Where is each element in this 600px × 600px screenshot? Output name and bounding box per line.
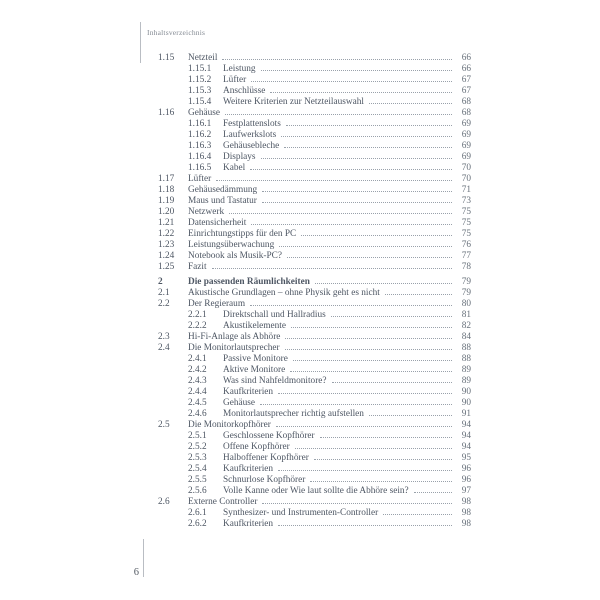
toc-section xyxy=(158,53,471,273)
entry-title: Schnurlose Kopfhörer xyxy=(223,475,306,485)
entry-number: 2.6.1 xyxy=(188,508,207,518)
dotted-leader xyxy=(262,503,452,504)
toc-entry xyxy=(158,240,471,251)
entry-number: 2.2 xyxy=(158,299,170,309)
entry-page-number: 69 xyxy=(461,152,471,162)
toc-section xyxy=(158,277,471,530)
dotted-leader xyxy=(315,283,452,284)
dotted-leader xyxy=(261,158,452,159)
entry-title: Lüfter xyxy=(223,75,247,85)
entry-page-number: 66 xyxy=(461,64,471,74)
entry-title: Maus und Tastatur xyxy=(188,196,257,206)
entry-page-number: 73 xyxy=(461,196,471,206)
dotted-leader xyxy=(290,371,452,372)
entry-page-number: 78 xyxy=(461,262,471,272)
entry-title: Die passenden Räumlichkeiten xyxy=(188,277,310,287)
entry-title: Aktive Monitore xyxy=(223,365,286,375)
entry-number: 1.23 xyxy=(158,240,175,250)
toc-entry xyxy=(158,332,471,343)
entry-page-number: 95 xyxy=(461,453,471,463)
toc-entry xyxy=(158,86,471,97)
entry-title: Gehäusebleche xyxy=(223,141,280,151)
page-header-label: Inhaltsverzeichnis xyxy=(147,28,206,37)
entry-page-number: 94 xyxy=(461,431,471,441)
dotted-leader xyxy=(279,246,452,247)
entry-page-number: 75 xyxy=(461,218,471,228)
toc-entry xyxy=(158,365,471,376)
toc-entry xyxy=(158,442,471,453)
entry-page-number: 88 xyxy=(461,343,471,353)
dotted-leader xyxy=(278,470,452,471)
toc-entry xyxy=(158,174,471,185)
entry-number: 1.16.2 xyxy=(188,130,212,140)
entry-number: 1.16 xyxy=(158,108,175,118)
entry-title: Weitere Kriterien zur Netzteilauswahl xyxy=(223,97,364,107)
entry-title: Festplattenslots xyxy=(223,119,281,129)
dotted-leader xyxy=(278,393,452,394)
toc-entry xyxy=(158,130,471,141)
toc-entry xyxy=(158,409,471,420)
entry-number: 2.4.5 xyxy=(188,398,207,408)
dotted-leader xyxy=(225,114,452,115)
footer-divider xyxy=(143,539,144,577)
entry-number: 2.4 xyxy=(158,343,170,353)
entry-number: 1.16.5 xyxy=(188,163,212,173)
dotted-leader xyxy=(287,257,452,258)
entry-page-number: 90 xyxy=(461,398,471,408)
entry-number: 1.25 xyxy=(158,262,175,272)
entry-page-number: 67 xyxy=(461,75,471,85)
entry-title: Kaufkriterien xyxy=(223,519,274,529)
table-of-contents xyxy=(158,53,471,530)
dotted-leader xyxy=(261,70,452,71)
entry-title: Fazit xyxy=(188,262,207,272)
entry-title: Kaufkriterien xyxy=(223,387,274,397)
entry-page-number: 69 xyxy=(461,130,471,140)
toc-entry xyxy=(158,508,471,519)
entry-number: 1.16.3 xyxy=(188,141,212,151)
entry-number: 1.15.3 xyxy=(188,86,212,96)
entry-title: Akustische Grundlagen – ohne Physik geht es nicht xyxy=(188,288,380,298)
entry-title: Direktschall und Hallradius xyxy=(223,310,326,320)
entry-title: Gehäuse xyxy=(188,108,221,118)
toc-entry xyxy=(158,97,471,108)
toc-entry xyxy=(158,262,471,273)
entry-title: Gehäusedämmung xyxy=(188,185,258,195)
entry-number: 2.4.6 xyxy=(188,409,207,419)
entry-title: Geschlossene Kopfhörer xyxy=(223,431,315,441)
entry-number: 1.15 xyxy=(158,53,175,63)
entry-page-number: 96 xyxy=(461,464,471,474)
entry-page-number: 75 xyxy=(461,229,471,239)
toc-entry xyxy=(158,251,471,262)
entry-title: Kaufkriterien xyxy=(223,464,274,474)
toc-entry xyxy=(158,207,471,218)
toc-entry xyxy=(158,163,471,174)
toc-entry xyxy=(158,108,471,119)
dotted-leader xyxy=(212,268,452,269)
entry-page-number: 67 xyxy=(461,86,471,96)
dotted-leader xyxy=(270,92,452,93)
dotted-leader xyxy=(310,481,452,482)
entry-page-number: 91 xyxy=(461,409,471,419)
entry-title: Gehäuse xyxy=(223,398,256,408)
entry-number: 2.5.5 xyxy=(188,475,207,485)
toc-entry xyxy=(158,196,471,207)
entry-number: 2.5.4 xyxy=(188,464,207,474)
toc-entry xyxy=(158,229,471,240)
entry-title: Volle Kanne oder Wie laut sollte die Abhöre sein? xyxy=(223,486,409,496)
entry-number: 2.5.2 xyxy=(188,442,207,452)
dotted-leader xyxy=(414,492,452,493)
entry-number: 2.2.1 xyxy=(188,310,207,320)
dotted-leader xyxy=(293,360,452,361)
entry-number: 2.3 xyxy=(158,332,170,342)
entry-title: Datensicherheit xyxy=(188,218,247,228)
toc-entry xyxy=(158,519,471,530)
entry-page-number: 90 xyxy=(461,387,471,397)
entry-number: 2.4.2 xyxy=(188,365,207,375)
toc-entry xyxy=(158,431,471,442)
entry-title: Die Monitorlautsprecher xyxy=(188,343,280,353)
dotted-leader xyxy=(285,349,452,350)
entry-title: Die Monitorkopfhörer xyxy=(188,420,271,430)
dotted-leader xyxy=(222,59,452,60)
entry-title: Hi-Fi-Anlage als Abhöre xyxy=(188,332,281,342)
dotted-leader xyxy=(385,294,452,295)
toc-entry xyxy=(158,299,471,310)
entry-page-number: 81 xyxy=(461,310,471,320)
entry-title: Akustikelemente xyxy=(223,321,286,331)
entry-page-number: 70 xyxy=(461,163,471,173)
page-number: 6 xyxy=(133,567,139,578)
entry-number: 2 xyxy=(158,277,163,287)
entry-title: Notebook als Musik-PC? xyxy=(188,251,282,261)
toc-entry xyxy=(158,119,471,130)
toc-entry xyxy=(158,277,471,288)
dotted-leader xyxy=(301,235,452,236)
toc-entry xyxy=(158,387,471,398)
entry-page-number: 96 xyxy=(461,475,471,485)
entry-title: Leistung xyxy=(223,64,256,74)
entry-page-number: 68 xyxy=(461,108,471,118)
toc-entry xyxy=(158,420,471,431)
entry-title: Offene Kopfhörer xyxy=(223,442,290,452)
entry-title: Netzteil xyxy=(188,53,218,63)
toc-entry xyxy=(158,218,471,229)
entry-title: Leistungsüberwachung xyxy=(188,240,275,250)
entry-title: Netzwerk xyxy=(188,207,225,217)
dotted-leader xyxy=(331,316,452,317)
entry-page-number: 69 xyxy=(461,141,471,151)
entry-page-number: 98 xyxy=(461,508,471,518)
entry-number: 2.6.2 xyxy=(188,519,207,529)
entry-title: Passive Monitore xyxy=(223,354,288,364)
entry-number: 1.18 xyxy=(158,185,175,195)
entry-page-number: 82 xyxy=(461,321,471,331)
entry-number: 2.1 xyxy=(158,288,170,298)
entry-title: Halboffener Kopfhörer xyxy=(223,453,309,463)
toc-entry xyxy=(158,354,471,365)
toc-entry xyxy=(158,53,471,64)
entry-title: Einrichtungstipps für den PC xyxy=(188,229,297,239)
header-divider xyxy=(140,22,141,63)
toc-entry xyxy=(158,288,471,299)
entry-page-number: 88 xyxy=(461,354,471,364)
toc-entry xyxy=(158,64,471,75)
entry-title: Synthesizer- und Instrumenten-Controller xyxy=(223,508,379,518)
entry-number: 1.17 xyxy=(158,174,175,184)
entry-page-number: 77 xyxy=(461,251,471,261)
toc-entry xyxy=(158,75,471,86)
dotted-leader xyxy=(229,213,452,214)
dotted-leader xyxy=(216,180,452,181)
entry-page-number: 69 xyxy=(461,119,471,129)
entry-page-number: 79 xyxy=(461,288,471,298)
entry-page-number: 89 xyxy=(461,365,471,375)
entry-number: 1.22 xyxy=(158,229,175,239)
dotted-leader xyxy=(285,338,452,339)
entry-number: 2.4.3 xyxy=(188,376,207,386)
entry-page-number: 71 xyxy=(461,185,471,195)
toc-entry xyxy=(158,464,471,475)
toc-entry xyxy=(158,321,471,332)
dotted-leader xyxy=(291,327,452,328)
entry-number: 1.15.4 xyxy=(188,97,212,107)
toc-entry xyxy=(158,343,471,354)
entry-number: 2.2.2 xyxy=(188,321,207,331)
entry-number: 1.15.1 xyxy=(188,64,212,74)
dotted-leader xyxy=(276,426,452,427)
dotted-leader xyxy=(250,305,452,306)
entry-title: Externe Controller xyxy=(188,497,258,507)
entry-page-number: 98 xyxy=(461,519,471,529)
entry-title: Lüfter xyxy=(188,174,212,184)
entry-number: 1.15.2 xyxy=(188,75,212,85)
entry-page-number: 76 xyxy=(461,240,471,250)
entry-title: Der Regieraum xyxy=(188,299,246,309)
dotted-leader xyxy=(251,224,452,225)
entry-number: 2.4.4 xyxy=(188,387,207,397)
dotted-leader xyxy=(278,525,452,526)
dotted-leader xyxy=(383,514,452,515)
entry-number: 1.19 xyxy=(158,196,175,206)
entry-title: Monitorlautsprecher richtig aufstellen xyxy=(223,409,364,419)
dotted-leader xyxy=(320,437,452,438)
entry-number: 1.24 xyxy=(158,251,175,261)
toc-entry xyxy=(158,497,471,508)
entry-number: 2.5.3 xyxy=(188,453,207,463)
dotted-leader xyxy=(281,136,452,137)
entry-number: 2.4.1 xyxy=(188,354,207,364)
toc-entry xyxy=(158,310,471,321)
entry-number: 2.5.6 xyxy=(188,486,207,496)
entry-title: Displays xyxy=(223,152,256,162)
entry-page-number: 70 xyxy=(461,174,471,184)
entry-page-number: 89 xyxy=(461,376,471,386)
entry-page-number: 94 xyxy=(461,442,471,452)
entry-number: 1.21 xyxy=(158,218,175,228)
dotted-leader xyxy=(262,202,452,203)
entry-number: 1.16.1 xyxy=(188,119,212,129)
entry-page-number: 79 xyxy=(461,277,471,287)
entry-number: 1.20 xyxy=(158,207,175,217)
entry-page-number: 84 xyxy=(461,332,471,342)
entry-title: Laufwerkslots xyxy=(223,130,277,140)
dotted-leader xyxy=(332,382,452,383)
toc-entry xyxy=(158,185,471,196)
dotted-leader xyxy=(314,459,452,460)
entry-title: Anschlüsse xyxy=(223,86,266,96)
dotted-leader xyxy=(251,81,452,82)
entry-number: 2.6 xyxy=(158,497,170,507)
entry-page-number: 97 xyxy=(461,486,471,496)
toc-entry xyxy=(158,486,471,497)
entry-page-number: 75 xyxy=(461,207,471,217)
dotted-leader xyxy=(260,404,452,405)
entry-title: Kabel xyxy=(223,163,246,173)
toc-entry xyxy=(158,398,471,409)
toc-entry xyxy=(158,152,471,163)
dotted-leader xyxy=(250,169,452,170)
entry-number: 2.5 xyxy=(158,420,170,430)
dotted-leader xyxy=(286,125,452,126)
toc-entry xyxy=(158,453,471,464)
entry-page-number: 98 xyxy=(461,497,471,507)
entry-page-number: 68 xyxy=(461,97,471,107)
entry-title: Was sind Nahfeldmonitore? xyxy=(223,376,327,386)
dotted-leader xyxy=(369,103,452,104)
entry-number: 2.5.1 xyxy=(188,431,207,441)
dotted-leader xyxy=(369,415,452,416)
dotted-leader xyxy=(295,448,452,449)
entry-page-number: 66 xyxy=(461,53,471,63)
dotted-leader xyxy=(284,147,452,148)
toc-entry xyxy=(158,475,471,486)
entry-page-number: 94 xyxy=(461,420,471,430)
toc-entry xyxy=(158,376,471,387)
entry-number: 1.16.4 xyxy=(188,152,212,162)
dotted-leader xyxy=(262,191,452,192)
entry-page-number: 80 xyxy=(461,299,471,309)
toc-entry xyxy=(158,141,471,152)
